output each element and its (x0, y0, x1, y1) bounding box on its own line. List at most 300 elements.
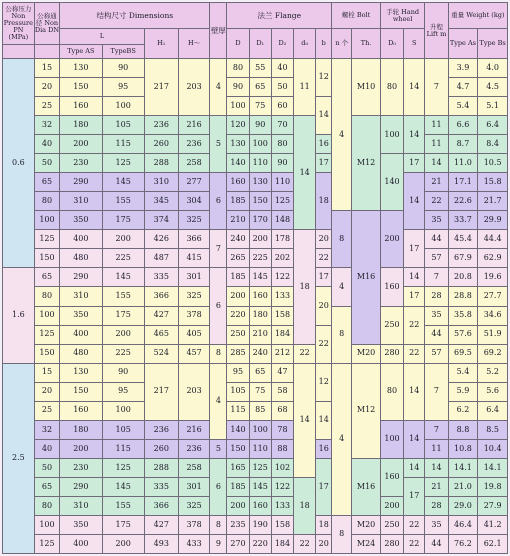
weight-bs-cell: 19.6 (478, 268, 508, 287)
flange-d1-cell: 85 (249, 401, 271, 420)
l-bs-cell: 225 (102, 344, 144, 363)
l-as-cell: 290 (60, 477, 102, 496)
d0-cell: 22 (294, 534, 316, 553)
wall-cell: 7 (210, 230, 227, 268)
header-h: H～ (178, 29, 210, 59)
wall-cell: 5 (210, 116, 227, 173)
flange-d-cell: 80 (227, 59, 249, 78)
table-row (3, 306, 508, 325)
l-bs-cell: 155 (102, 496, 144, 515)
bolt-n-cell: 4 (332, 268, 352, 306)
weight-as-cell: 5.4 (448, 97, 478, 116)
b-cell: 22 (316, 249, 332, 268)
l-as-cell: 290 (60, 173, 102, 192)
flange-d-cell: 140 (227, 154, 249, 173)
weight-as-cell: 35.8 (448, 306, 478, 325)
dn-cell: 125 (34, 325, 59, 344)
table-row (3, 154, 508, 173)
bolt-th-cell: M12 (352, 116, 381, 211)
flange-d1-cell: 125 (249, 458, 271, 477)
header-dn: 公称通径 Non Dia DN (34, 3, 59, 45)
lift-cell: 22 (425, 192, 448, 211)
flange-d-cell: 185 (227, 268, 249, 287)
l-bs-cell: 200 (102, 534, 144, 553)
l-as-cell: 230 (60, 154, 102, 173)
header-l: L (60, 29, 145, 45)
flange-d-cell: 140 (227, 420, 249, 439)
lift-cell: 28 (425, 287, 448, 306)
h-cell: 277 (178, 173, 210, 192)
l-as-cell: 480 (60, 344, 102, 363)
dn-cell: 20 (34, 78, 59, 97)
wall-cell: 6 (210, 458, 227, 515)
b-cell: 20 (316, 230, 332, 249)
weight-as-cell: 5.9 (448, 382, 478, 401)
handwheel-s-cell: 17 (404, 230, 425, 268)
dn-cell: 100 (34, 211, 59, 230)
b-cell: 18 (316, 173, 332, 230)
wall-cell: 6 (210, 173, 227, 230)
l-bs-cell: 225 (102, 249, 144, 268)
l-bs-cell: 100 (102, 97, 144, 116)
flange-d1-cell: 180 (249, 306, 271, 325)
l-bs-cell: 90 (102, 363, 144, 382)
h-cell: 236 (178, 439, 210, 458)
h-cell: 457 (178, 344, 210, 363)
handwheel-s-cell: 14 (404, 173, 425, 230)
l-as-cell: 400 (60, 230, 102, 249)
weight-as-cell: 46.4 (448, 515, 478, 534)
weight-bs-cell: 4.5 (478, 78, 508, 97)
weight-bs-cell: 62.9 (478, 249, 508, 268)
flange-d-cell: 250 (227, 325, 249, 344)
flange-d2-cell: 184 (271, 534, 293, 553)
h-cell: 366 (178, 230, 210, 249)
dn-cell: 65 (34, 477, 59, 496)
handwheel-d-cell: 160 (380, 458, 403, 496)
weight-as-cell: 10.8 (448, 439, 478, 458)
h-cell: 216 (178, 116, 210, 135)
bolt-th-cell: M10 (352, 59, 381, 116)
l-as-cell: 200 (60, 135, 102, 154)
flange-d1-cell: 210 (249, 325, 271, 344)
flange-d1-cell: 160 (249, 287, 271, 306)
b-cell: 17 (316, 458, 332, 515)
flange-d2-cell: 78 (271, 420, 293, 439)
wall-cell: 4 (210, 59, 227, 116)
l-as-cell: 130 (60, 363, 102, 382)
flange-d2-cell: 122 (271, 268, 293, 287)
h1-cell: 426 (144, 230, 178, 249)
weight-as-cell: 3.9 (448, 59, 478, 78)
pn-value: 1.6 (3, 268, 35, 363)
l-bs-cell: 155 (102, 287, 144, 306)
lift-cell: 11 (425, 116, 448, 135)
lift-cell: 7 (425, 59, 448, 116)
h1-cell: 427 (144, 306, 178, 325)
flange-d2-cell: 68 (271, 401, 293, 420)
weight-as-cell: 29.0 (448, 496, 478, 515)
weight-as-cell: 8.7 (448, 135, 478, 154)
l-bs-cell: 175 (102, 306, 144, 325)
l-as-cell: 150 (60, 78, 102, 97)
l-bs-cell: 175 (102, 515, 144, 534)
flange-d1-cell: 90 (249, 116, 271, 135)
flange-d2-cell: 133 (271, 287, 293, 306)
weight-as-cell: 45.4 (448, 230, 478, 249)
l-as-cell: 180 (60, 116, 102, 135)
dn-cell: 32 (34, 420, 59, 439)
table-row (3, 211, 508, 230)
l-bs-cell: 175 (102, 211, 144, 230)
lift-cell: 11 (425, 135, 448, 154)
weight-as-cell: 33.7 (448, 211, 478, 230)
l-bs-cell: 105 (102, 116, 144, 135)
bolt-th-cell: M20 (352, 344, 381, 363)
dn-cell: 20 (34, 382, 59, 401)
wall-cell: 8 (210, 344, 227, 363)
flange-d2-cell: 60 (271, 97, 293, 116)
flange-d1-cell: 65 (249, 363, 271, 382)
h1-cell: 366 (144, 287, 178, 306)
lift-cell: 21 (425, 173, 448, 192)
handwheel-s-cell: 14 (404, 363, 425, 420)
bolt-th-cell: M24 (352, 534, 381, 553)
weight-bs-cell: 4.0 (478, 59, 508, 78)
header-dimensions: 结构尺寸 Dimensions (60, 3, 210, 29)
h1-cell: 345 (144, 192, 178, 211)
l-bs-cell: 125 (102, 458, 144, 477)
h-cell: 301 (178, 477, 210, 496)
dn-cell: 25 (34, 97, 59, 116)
dn-cell: 50 (34, 458, 59, 477)
h-cell: 236 (178, 135, 210, 154)
h1-cell: 217 (144, 363, 178, 420)
header-type-as: Type AS (60, 45, 102, 59)
weight-bs-cell: 6.4 (478, 401, 508, 420)
flange-d-cell: 115 (227, 401, 249, 420)
handwheel-s-cell: 14 (404, 268, 425, 287)
flange-d-cell: 265 (227, 249, 249, 268)
h1-cell: 288 (144, 154, 178, 173)
flange-d-cell: 130 (227, 135, 249, 154)
flange-d-cell: 210 (227, 211, 249, 230)
l-as-cell: 350 (60, 515, 102, 534)
weight-bs-cell: 27.9 (478, 496, 508, 515)
h-cell: 325 (178, 287, 210, 306)
b-cell: 16 (316, 135, 332, 154)
weight-as-cell: 8.8 (448, 420, 478, 439)
flange-d1-cell: 160 (249, 496, 271, 515)
b-cell: 20 (316, 534, 332, 553)
header-weight-bs: Type Bs (478, 29, 508, 59)
flange-d-cell: 220 (227, 306, 249, 325)
h-cell: 258 (178, 154, 210, 173)
bolt-n-cell: 4 (332, 363, 352, 515)
wall-cell: 4 (210, 363, 227, 439)
flange-d-cell: 105 (227, 382, 249, 401)
lift-cell: 14 (425, 154, 448, 173)
flange-d1-cell: 75 (249, 382, 271, 401)
flange-d1-cell: 220 (249, 534, 271, 553)
flange-d2-cell: 125 (271, 192, 293, 211)
header-d0: d₀ (294, 29, 316, 59)
weight-bs-cell: 27.7 (478, 287, 508, 306)
l-as-cell: 350 (60, 306, 102, 325)
flange-d-cell: 285 (227, 344, 249, 363)
handwheel-s-cell: 22 (404, 534, 425, 553)
handwheel-s-cell: 14 (404, 59, 425, 116)
h1-cell: 260 (144, 439, 178, 458)
handwheel-s-cell: 17 (404, 477, 425, 515)
header-s: S (404, 29, 425, 59)
weight-bs-cell: 8.5 (478, 420, 508, 439)
flange-d1-cell: 130 (249, 173, 271, 192)
flange-d2-cell: 58 (271, 382, 293, 401)
table-row (3, 420, 508, 439)
l-as-cell: 400 (60, 325, 102, 344)
b-cell: 12 (316, 59, 332, 97)
handwheel-d-cell: 80 (380, 59, 403, 116)
weight-bs-cell: 34.6 (478, 306, 508, 325)
h1-cell: 335 (144, 268, 178, 287)
l-as-cell: 310 (60, 192, 102, 211)
wall-cell: 5 (210, 439, 227, 458)
flange-d1-cell: 170 (249, 211, 271, 230)
h-cell: 415 (178, 249, 210, 268)
dn-cell: 15 (34, 59, 59, 78)
flange-d1-cell: 225 (249, 249, 271, 268)
flange-d-cell: 185 (227, 477, 249, 496)
header-type-bs: TypeBS (102, 45, 144, 59)
l-as-cell: 230 (60, 458, 102, 477)
h1-cell: 310 (144, 173, 178, 192)
h-cell: 433 (178, 534, 210, 553)
l-bs-cell: 145 (102, 477, 144, 496)
weight-bs-cell: 5.6 (478, 382, 508, 401)
wall-cell: 9 (210, 534, 227, 553)
weight-bs-cell: 15.8 (478, 173, 508, 192)
h1-cell: 374 (144, 211, 178, 230)
weight-bs-cell: 8.4 (478, 135, 508, 154)
lift-cell: 57 (425, 344, 448, 363)
d0-cell: 14 (294, 116, 316, 230)
header-hw-d: D₀ (380, 29, 403, 59)
dn-cell: 150 (34, 344, 59, 363)
h1-cell: 236 (144, 420, 178, 439)
flange-d1-cell: 110 (249, 154, 271, 173)
bolt-n-cell: 4 (332, 59, 352, 211)
l-as-cell: 310 (60, 287, 102, 306)
valve-spec-table (2, 2, 508, 554)
l-bs-cell: 145 (102, 173, 144, 192)
h1-cell: 487 (144, 249, 178, 268)
flange-d1-cell: 55 (249, 59, 271, 78)
weight-as-cell: 76.2 (448, 534, 478, 553)
handwheel-d-cell: 280 (380, 344, 403, 363)
weight-as-cell: 6.6 (448, 116, 478, 135)
table-row (3, 325, 508, 344)
weight-as-cell: 5.4 (448, 363, 478, 382)
handwheel-d-cell: 80 (380, 363, 403, 420)
handwheel-s-cell: 22 (404, 515, 425, 534)
flange-d-cell: 165 (227, 458, 249, 477)
flange-d1-cell: 200 (249, 230, 271, 249)
header-b: b (316, 29, 332, 59)
l-bs-cell: 200 (102, 230, 144, 249)
header-flange: 法兰 Flange (227, 3, 332, 29)
bolt-th-cell: M20 (352, 515, 381, 534)
weight-bs-cell: 21.7 (478, 192, 508, 211)
table-row (3, 363, 508, 382)
weight-as-cell: 17.1 (448, 173, 478, 192)
dn-cell: 40 (34, 135, 59, 154)
handwheel-s-cell: 17 (404, 287, 425, 306)
handwheel-s-cell: 22 (404, 344, 425, 363)
lift-cell: 35 (425, 211, 448, 230)
table-row (3, 249, 508, 268)
l-as-cell: 130 (60, 59, 102, 78)
b-cell: 20 (316, 287, 332, 325)
header-n: n 个 (332, 29, 352, 59)
l-bs-cell: 115 (102, 135, 144, 154)
lift-cell: 44 (425, 534, 448, 553)
header-h1: H₁ (144, 29, 178, 59)
flange-d1-cell: 65 (249, 78, 271, 97)
h1-cell: 366 (144, 496, 178, 515)
table-row (3, 116, 508, 135)
dn-cell: 65 (34, 173, 59, 192)
dn-cell: 150 (34, 249, 59, 268)
flange-d2-cell: 158 (271, 306, 293, 325)
handwheel-s-cell: 17 (404, 154, 425, 173)
h-cell: 325 (178, 496, 210, 515)
l-bs-cell: 125 (102, 154, 144, 173)
flange-d2-cell: 178 (271, 230, 293, 249)
handwheel-d-cell: 140 (380, 154, 403, 211)
weight-bs-cell: 41.2 (478, 515, 508, 534)
flange-d2-cell: 133 (271, 496, 293, 515)
handwheel-d-cell: 250 (380, 306, 403, 344)
d0-cell: 18 (294, 477, 316, 534)
lift-cell: 14 (425, 458, 448, 477)
lift-cell: 35 (425, 515, 448, 534)
flange-d-cell: 95 (227, 363, 249, 382)
flange-d2-cell: 88 (271, 439, 293, 458)
weight-as-cell: 67.9 (448, 249, 478, 268)
handwheel-d-cell: 280 (380, 534, 403, 553)
l-as-cell: 350 (60, 211, 102, 230)
weight-bs-cell: 10.4 (478, 439, 508, 458)
flange-d1-cell: 145 (249, 477, 271, 496)
flange-d-cell: 90 (227, 78, 249, 97)
table-row (3, 477, 508, 496)
handwheel-d-cell: 200 (380, 211, 403, 268)
flange-d1-cell: 150 (249, 192, 271, 211)
flange-d2-cell: 40 (271, 59, 293, 78)
h-cell: 216 (178, 420, 210, 439)
bolt-n-cell: 8 (332, 306, 352, 363)
b-cell: 12 (316, 363, 332, 401)
lift-cell: 7 (425, 268, 448, 287)
flange-d1-cell: 75 (249, 97, 271, 116)
b-cell: 22 (316, 325, 332, 363)
b-cell: 14 (316, 401, 332, 439)
handwheel-s-cell: 14 (404, 116, 425, 154)
handwheel-d-cell: 160 (380, 268, 403, 306)
weight-as-cell: 14.1 (448, 458, 478, 477)
flange-d-cell: 160 (227, 173, 249, 192)
flange-d1-cell: 240 (249, 344, 271, 363)
l-bs-cell: 100 (102, 401, 144, 420)
weight-bs-cell: 5.2 (478, 363, 508, 382)
flange-d2-cell: 122 (271, 477, 293, 496)
weight-as-cell: 22.6 (448, 192, 478, 211)
flange-d-cell: 240 (227, 230, 249, 249)
bolt-n-cell: 8 (332, 515, 352, 553)
flange-d-cell: 235 (227, 515, 249, 534)
table-row (3, 439, 508, 458)
weight-bs-cell: 5.1 (478, 97, 508, 116)
weight-as-cell: 28.8 (448, 287, 478, 306)
l-as-cell: 160 (60, 97, 102, 116)
weight-as-cell: 21.0 (448, 477, 478, 496)
h-cell: 378 (178, 306, 210, 325)
lift-cell: 7 (425, 363, 448, 420)
dn-cell: 80 (34, 496, 59, 515)
l-as-cell: 480 (60, 249, 102, 268)
h1-cell: 288 (144, 458, 178, 477)
b-cell: 16 (316, 439, 332, 458)
wall-cell: 8 (210, 515, 227, 534)
flange-d-cell: 120 (227, 116, 249, 135)
table-row (3, 135, 508, 154)
header-handwheel: 手轮 Hand wheel (380, 3, 424, 29)
header-th: Th. (352, 29, 381, 59)
weight-as-cell: 57.6 (448, 325, 478, 344)
flange-d1-cell: 100 (249, 420, 271, 439)
h-cell: 304 (178, 192, 210, 211)
bolt-th-cell: M12 (352, 363, 381, 458)
flange-d-cell: 185 (227, 192, 249, 211)
lift-cell: 44 (425, 325, 448, 344)
h1-cell: 217 (144, 59, 178, 116)
dn-cell: 125 (34, 534, 59, 553)
h-cell: 203 (178, 363, 210, 420)
lift-cell: 44 (425, 230, 448, 249)
wall-cell: 6 (210, 268, 227, 344)
weight-as-cell: 4.7 (448, 78, 478, 97)
h-cell: 378 (178, 515, 210, 534)
flange-d-cell: 270 (227, 534, 249, 553)
bolt-th-cell: M16 (352, 458, 381, 515)
flange-d2-cell: 70 (271, 116, 293, 135)
d0-cell: 22 (294, 344, 316, 363)
l-as-cell: 290 (60, 268, 102, 287)
flange-d2-cell: 110 (271, 173, 293, 192)
b-cell: 17 (316, 154, 332, 173)
dn-cell: 40 (34, 439, 59, 458)
header-d2: D₂ (271, 29, 293, 59)
flange-d1-cell: 100 (249, 135, 271, 154)
flange-d1-cell: 145 (249, 268, 271, 287)
handwheel-s-cell: 14 (404, 458, 425, 477)
bolt-th-cell: M16 (352, 211, 381, 344)
dn-cell: 100 (34, 515, 59, 534)
h-cell: 301 (178, 268, 210, 287)
table-row (3, 287, 508, 306)
l-bs-cell: 95 (102, 382, 144, 401)
